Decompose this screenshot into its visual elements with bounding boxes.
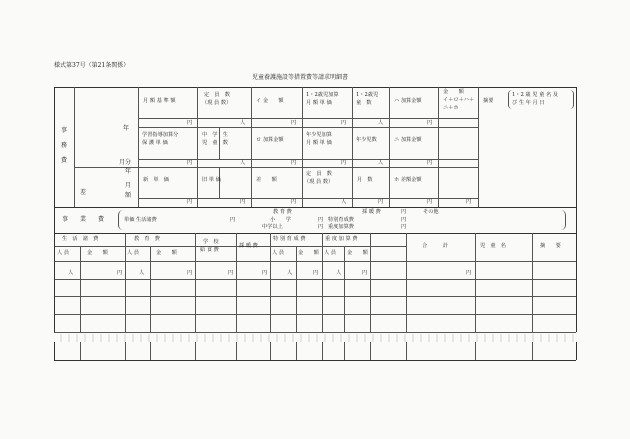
month-label: 月分 (119, 159, 132, 166)
unit-yen: 円 (427, 199, 433, 205)
kasan12c-header-a: 1・2歳児 (356, 92, 379, 98)
ha-kasan-header: ハ 加算金額 (394, 98, 422, 104)
teiin-header: 定 員 数 (204, 92, 230, 98)
page-break-band (54, 334, 576, 342)
teiin3-header-b: （現 員 数） (304, 179, 334, 185)
unit-yen: 円 (117, 270, 123, 276)
sa-label: 差 (80, 189, 87, 196)
ninin-subheader: 人 員 (272, 250, 285, 256)
unit-nin: 人 (139, 270, 145, 276)
nensho-count-header: 年少児数 (356, 137, 377, 143)
unit-yen: 円 (187, 120, 193, 126)
jimuhi-char-3: 費 (61, 157, 68, 164)
kingaku-header-b: イ＋ロ＋ハ＋ (443, 97, 475, 103)
ni-kasan-header: ニ 加算金額 (394, 137, 422, 143)
kyoikuhi-label: 教 育 費 (273, 209, 292, 215)
jimuhi-char-2: 務 (61, 142, 68, 149)
tekiyo-header: 摘要 (483, 98, 494, 104)
kingaku-subheader: 金 額 (298, 250, 319, 256)
gokei-header: 合 計 (422, 243, 448, 249)
saidan-header: 採 暖 費 (239, 243, 258, 249)
unit-yen: 円 (318, 217, 324, 223)
tekiyo-lower-header: 摘 要 (540, 243, 561, 249)
jusho-label: 重度加算費 (328, 224, 354, 230)
ninin-subheader: 人 員 (127, 250, 140, 256)
kingaku-subheader: 金 額 (347, 250, 368, 256)
month-label-2: 月 (125, 182, 132, 189)
unit-yen: 円 (318, 224, 324, 230)
page-title: 児童養護施設等措置費等請求明細書 (252, 74, 349, 81)
unit-yen: 円 (230, 217, 236, 223)
getsu-kijun-header: 月 額 基 準 額 (143, 98, 176, 104)
kasan12-header-b: 月 額 単 価 (306, 100, 332, 106)
unit-yen: 円 (291, 199, 297, 205)
kasan12c-header-b: 童 数 (356, 100, 372, 106)
unit-yen: 円 (187, 270, 193, 276)
unit-yen: 円 (240, 199, 246, 205)
gakko-header-a: 学 校 (203, 239, 219, 245)
unit-yen: 円 (401, 224, 407, 230)
kingaku-header-c: ニ＋ホ (443, 105, 459, 111)
kyu-tanka-header: 旧 単 価 (202, 177, 221, 183)
chugaku-ijou-label: 中学以上 (262, 224, 283, 230)
year-label-2: 年 (125, 168, 132, 175)
genin-header: （現 員 数） (202, 100, 232, 106)
form-number: 様式第37号（第21条関係） (54, 62, 130, 69)
tsukisu-header: 月 数 (357, 177, 373, 183)
unit-yen: 円 (378, 199, 384, 205)
chugaku-header-a: 中 学 生 (202, 132, 228, 138)
tokubetsu-label: 特別育成費 (328, 217, 354, 223)
unit-nin: 人 (378, 120, 384, 126)
jidomei-header: 児 童 名 (480, 243, 506, 249)
seikatsu-tanka-label: 単価 生活諸費 (124, 217, 157, 223)
kasan12-header-a: 1・2歳児加算 (306, 92, 339, 98)
unit-yen: 円 (466, 270, 472, 276)
unit-yen: 円 (427, 120, 433, 126)
tokubetsu-header: 特 別 育 成 費 (273, 236, 306, 242)
shin-tanka-header: 新 単 価 (143, 177, 169, 183)
i-kingaku-header: イ 金 額 (256, 98, 284, 104)
seikatsu-header: 生 活 諸 費 (62, 236, 99, 242)
unit-yen: 円 (313, 270, 319, 276)
kyoiku-header: 教 育 費 (134, 236, 160, 242)
unit-yen: 円 (341, 120, 347, 126)
judo-header: 重 度 加 算 費 (325, 236, 358, 242)
unit-yen: 円 (341, 160, 347, 166)
unit-yen: 円 (262, 270, 268, 276)
chugaku-header-b: 児 童 数 (202, 140, 228, 146)
gakko-header-b: 給 食 費 (200, 247, 219, 253)
jimuhi-char-1: 事 (61, 127, 68, 134)
nensho-header-b: 月 額 単 価 (306, 140, 332, 146)
shogaku-label: 小 学 (270, 217, 291, 223)
unit-yen: 円 (362, 270, 368, 276)
gakushu-header-a: 学習指導加算分 (142, 132, 179, 138)
unit-yen: 円 (401, 217, 407, 223)
unit-yen: 円 (187, 160, 193, 166)
unit-nin: 人 (240, 120, 246, 126)
gakushu-header-b: 保 護 単 価 (142, 140, 168, 146)
gaku-label: 額 (125, 192, 132, 199)
ninin-subheader: 人 員 (57, 250, 70, 256)
kingaku-subheader: 金 額 (156, 250, 177, 256)
kingaku-header-a: 金 額 (443, 89, 464, 95)
unit-yen: 円 (427, 160, 433, 166)
unit-nin: 人 (68, 270, 74, 276)
unit-nin: 人 (287, 270, 293, 276)
unit-yen: 円 (466, 199, 472, 205)
ro-kasan-header: ロ 加算金額 (256, 137, 284, 143)
nensho-header-a: 年少児加算 (306, 132, 332, 138)
unit-nin: 人 (240, 160, 246, 166)
ho-sagaku-header: ホ 差額金額 (394, 177, 422, 183)
teiin3-header-a: 定 員 数 (306, 171, 332, 177)
kingaku-subheader: 金 額 (87, 250, 108, 256)
unit-yen: 円 (291, 120, 297, 126)
saiyohi-label: 採 暖 費 (362, 209, 381, 215)
ninin-subheader: 人 員 (324, 250, 337, 256)
unit-nin: 人 (378, 160, 384, 166)
jigyohi-label: 事 業 費 (62, 216, 105, 223)
sagaku-header: 差 額 (256, 177, 277, 183)
tekiyo-bracket-text-b: び 生 年 月 日 (512, 100, 545, 106)
unit-nin: 人 (336, 270, 342, 276)
year-label: 年 (123, 125, 130, 132)
tekiyo-bracket-text-a: 1・2 歳 児 童 名 及 (512, 92, 558, 98)
unit-nin: 人 (341, 199, 347, 205)
unit-yen: 円 (401, 209, 407, 215)
unit-yen: 円 (228, 270, 234, 276)
sonota-label: その他 (423, 209, 439, 215)
unit-yen: 円 (291, 160, 297, 166)
unit-yen: 円 (187, 199, 193, 205)
